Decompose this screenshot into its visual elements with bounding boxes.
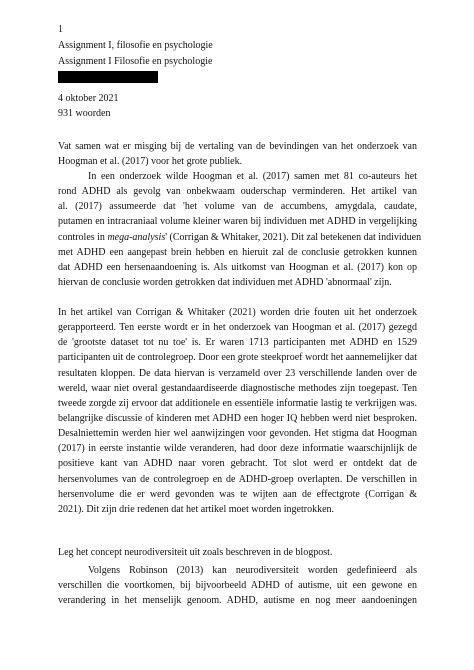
text-line: resultaten kloppen. De data hiervan is verzameld over 23 verschillende landen over de — [58, 367, 417, 379]
text-line: verschillen die voortkomen, bij bijvoorbeeld ADHD of autisme, uit een gewone en — [58, 580, 417, 592]
text-line: participanten uit de controlegroep. Door een grote steekproef wordt het aannemelijker dat — [58, 352, 417, 364]
header-line-1: Assignment I, filosofie en psychologie — [58, 40, 213, 51]
question-1 — [58, 139, 417, 169]
text-line: positieve kant van ADHD naar voren gebracht. Tot slot werd er ontdekt dat de — [58, 458, 417, 470]
text-line: hiervan de conclusie worden getrokken dat individuen met ADHD 'abnormaal' zijn. — [58, 276, 392, 288]
redacted-name-bar — [58, 71, 158, 83]
italic-term: mega-analysis — [107, 231, 166, 243]
text-line: In het artikel van Corrigan & Whitaker (2021) worden drie fouten uit het onderzoek — [58, 307, 417, 318]
text-line: de 'grootste dataset tot nu toe' is. Er waren 1713 participanten met ADHD en 1529 — [58, 337, 417, 349]
text-line: al. (2017) assumeerde dat 'het volume van de accumbens, amygdala, caudate, — [58, 201, 417, 213]
text-line: (2017) in eerste instantie wilde veranderen, had door deze informatie waarschijnlijk de — [58, 443, 417, 455]
text-segment: controles in — [58, 231, 108, 243]
text-line: dat ADHD een hersenaandoening is. Als uitkomst van Hoogman et al. (2017) kon op — [58, 261, 417, 273]
text-line: putamen en intracraniaal volume kleiner waren bij individuen met ADHD in vergelijking — [58, 216, 417, 228]
text-line: Vat samen wat er misging bij de vertaling van de bevindingen van het onderzoek van — [58, 141, 417, 152]
text-line: tweede zorgde zij ervoor dat additionele en essentiële informatie lastig te verkrijgen was. — [58, 397, 417, 409]
paragraph-1 — [58, 169, 422, 290]
text-line: In een onderzoek wilde Hoogman et al. (2017) samen met 81 co-auteurs het — [88, 171, 417, 182]
paragraph-3 — [58, 563, 417, 608]
text-line: verandering in het menselijk genoom. ADHD, autisme en nog meer aandoeningen — [58, 595, 417, 607]
word-count: 931 woorden — [58, 108, 111, 119]
text-line: belangrijke discussie of kinderen met ADHD een hoger IQ hebben werd niet besproken. — [58, 412, 417, 424]
text-line: Hoogman et al. (2017) voor het grote publiek. — [58, 156, 243, 168]
text-line: gerapporteerd. Ten eerste wordt er in het onderzoek van Hoogman et al. (2017) gezegd — [58, 322, 417, 334]
text-segment: ' (Corrigan & Whitaker, 2021). Dit zal betekenen dat individuen — [165, 231, 422, 243]
paragraph-2 — [58, 305, 417, 517]
text-line: Volgens Robinson (2013) kan neurodiversiteit worden gedefinieerd als — [88, 565, 417, 576]
text-line: met ADHD een aangepast brein hebben en hieruit zal de conclusie getrokken kunnen — [58, 246, 417, 258]
document-date: 4 oktober 2021 — [58, 93, 119, 104]
question-2: Leg het concept neurodiversiteit uit zoals beschreven in de blogpost. — [58, 547, 333, 558]
text-line: wereld, waar niet overal gestandaardiseerde diagnostische methodes zijn toegepast. Ten — [58, 382, 417, 394]
text-line: hersenvolumes van de controlegroep en de ADHD-groep overlapten. De verschillen in — [58, 473, 417, 485]
text-line: Desalniettemin werden hier wel aanwijzingen voor gevonden. Het stigma dat Hoogman — [58, 428, 417, 440]
text-line: rond ADHD als gevolg van onbekwaam ouderschap verminderen. Het artikel van — [58, 186, 417, 198]
text-line-mixed — [58, 230, 422, 245]
text-line: 2021). Dit zijn drie redenen dat het artikel moet worden ingetrokken. — [58, 503, 335, 515]
page-number: 1 — [58, 24, 63, 35]
header-line-2: Assignment I Filosofie en psychologie — [58, 56, 213, 67]
text-line: hersenvolume die er werd gevonden was te wijten aan de effectgrote (Corrigan & — [58, 488, 417, 500]
